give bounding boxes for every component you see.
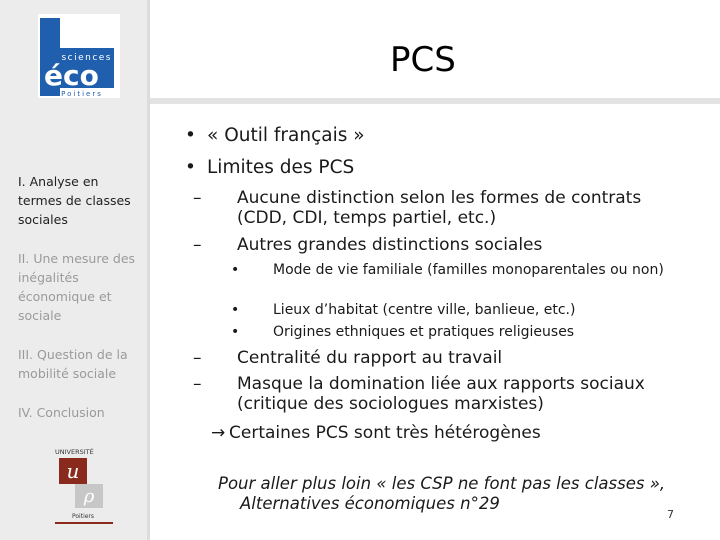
univ-logo-line1: UNIVERSITÉ [55, 448, 94, 456]
sidebar-item-analyse[interactable]: I. Analyse en termes de classes sociales [18, 174, 131, 227]
logo-top-text: sciences [61, 53, 112, 63]
arrow-statement: → Certaines PCS sont très hétérogènes [211, 423, 541, 443]
bullet-level2: – Masque la domination liée aux rapports sociaux (critique des sociologues marxistes) [193, 374, 645, 414]
bullet-level2: – Centralité du rapport au travail [193, 348, 503, 368]
sciences-eco-logo [38, 14, 120, 98]
svg-text:ρ: ρ [83, 486, 95, 507]
bullet-level1: • « Outil français » [185, 125, 365, 146]
bullet-level1: • Limites des PCS [185, 157, 355, 178]
arrow-right-icon: → [211, 423, 226, 443]
page-number: 7 [667, 508, 674, 521]
sidebar-item-conclusion[interactable]: IV. Conclusion [18, 405, 105, 420]
logo-main-text: éco [44, 59, 99, 92]
bullet-level3: • Mode de vie familiale (familles monoparentales ou non) [231, 262, 664, 278]
sidebar-item-mobilite[interactable]: III. Question de la mobilité sociale [18, 347, 128, 381]
bullet-level2: – Aucune distinction selon les formes de contrats (CDD, CDI, temps partiel, etc.) [193, 188, 642, 228]
bullet-level2: – Autres grandes distinctions sociales [193, 235, 543, 255]
sidebar-item-mesure[interactable]: II. Une mesure des inégalités économique et sociale [18, 251, 136, 323]
slide-title: PCS [390, 40, 456, 80]
title-underline [150, 98, 720, 104]
universite-poitiers-logo [53, 440, 115, 526]
bullet-level3: • Origines ethniques et pratiques religieuses [231, 324, 575, 340]
bullet-level3: • Lieux d’habitat (centre ville, banlieue, etc.) [231, 302, 576, 318]
logo-bottom-text: Poitiers [61, 90, 103, 98]
svg-text:u: u [66, 459, 80, 483]
univ-logo-line2: Poitiers [71, 513, 95, 520]
further-reading: Pour aller plus loin « les CSP ne font pas les classes », Alternatives économiques n°29 [218, 474, 666, 513]
